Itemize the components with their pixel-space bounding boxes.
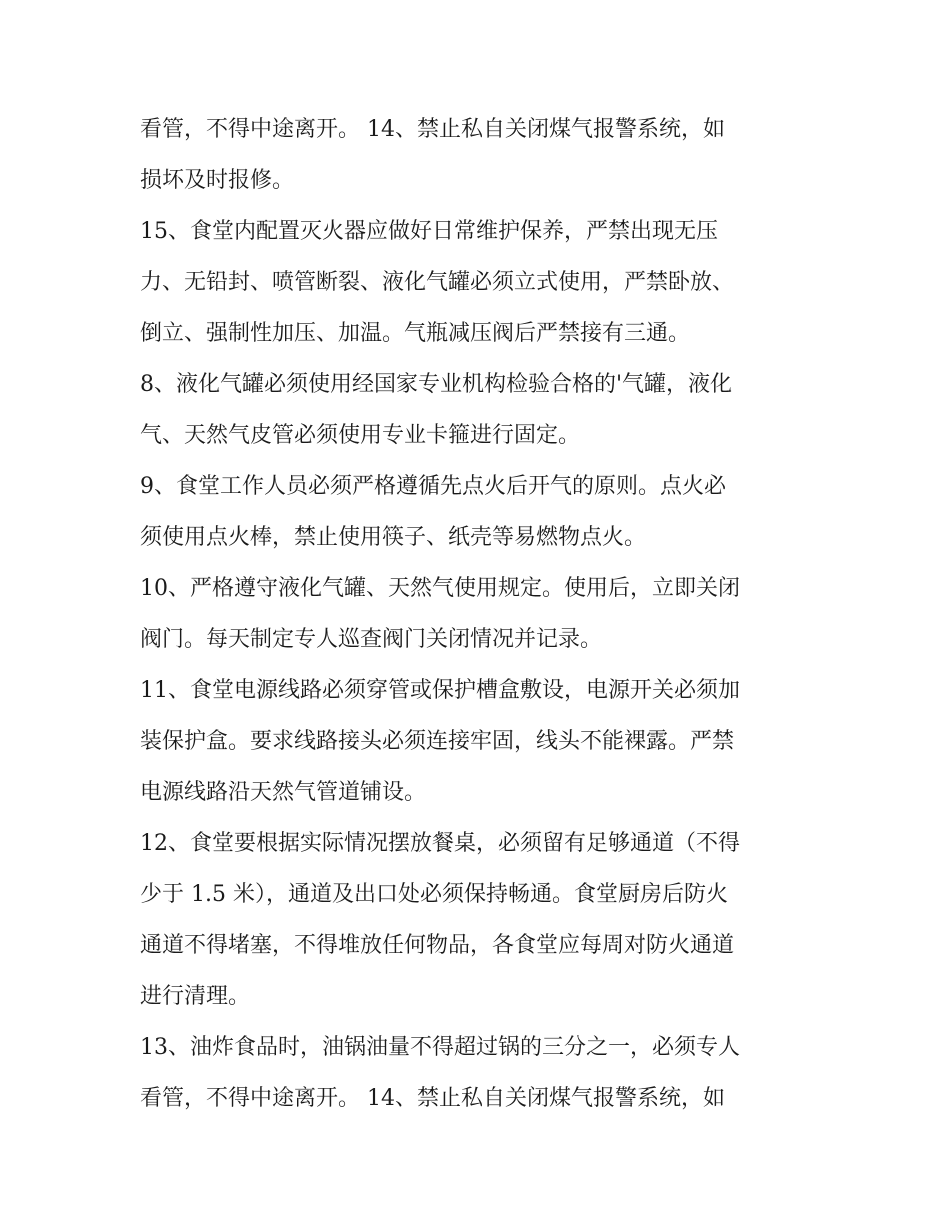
text-line: 电源线路沿天然气管道铺设。: [140, 780, 427, 805]
text-line: 10、严格遵守液化气罐、天然气使用规定。使用后，立即关闭: [140, 576, 740, 601]
text-line: 损坏及时报修。: [140, 168, 295, 193]
text-line: 看管，不得中途离开。 14、禁止私自关闭煤气报警系统，如: [140, 1086, 725, 1111]
text-line: 须使用点火棒，禁止使用筷子、纸壳等易燃物点火。: [140, 525, 647, 550]
text-line: 9、食堂工作人员必须严格遵循先点火后开气的原则。点火必: [140, 474, 726, 499]
text-line: 11、食堂电源线路必须穿管或保护槽盒敷设，电源开关必须加: [140, 678, 740, 703]
text-line: 看管，不得中途离开。 14、禁止私自关闭煤气报警系统，如: [140, 117, 725, 142]
text-line: 倒立、强制性加压、加温。气瓶减压阀后严禁接有三通。: [140, 321, 691, 346]
text-line: 进行清理。: [140, 984, 251, 1009]
text-line: 15、食堂内配置灭火器应做好日常维护保养，严禁出现无压: [140, 219, 718, 244]
text-line: 气、天然气皮管必须使用专业卡箍进行固定。: [140, 423, 581, 448]
text-line: 少于 1.5 米），通道及出口处必须保持畅通。食堂厨房后防火: [140, 882, 728, 907]
text-line: 阀门。每天制定专人巡查阀门关闭情况并记录。: [140, 627, 603, 652]
text-line: 8、液化气罐必须使用经国家专业机构检验合格的'气罐，液化: [140, 372, 733, 397]
body-text: [140, 104, 820, 1124]
text-line: 通道不得堵塞，不得堆放任何物品，各食堂应每周对防火通道: [140, 933, 735, 958]
text-line: 13、油炸食品时，油锅油量不得超过锅的三分之一，必须专人: [140, 1035, 740, 1060]
text-line: 12、食堂要根据实际情况摆放餐桌，必须留有足够通道（不得: [140, 831, 740, 856]
text-line: 装保护盒。要求线路接头必须连接牢固，线头不能裸露。严禁: [140, 729, 735, 754]
text-line: 力、无铅封、喷管断裂、液化气罐必须立式使用，严禁卧放、: [140, 270, 735, 295]
